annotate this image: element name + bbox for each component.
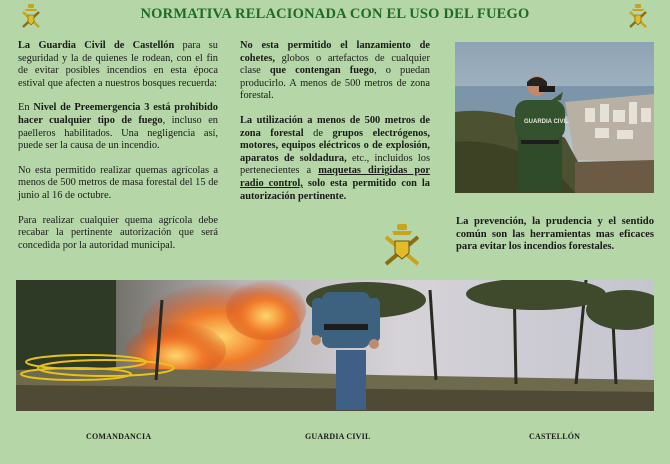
forest-fire-photo [16,280,654,411]
page-title: NORMATIVA RELACIONADA CON EL USO DEL FUEGO [140,6,530,22]
machinery-paragraph: La utilización a menos de 500 metros de zona forestal de grupos electrógenos, motores, equipos eléctricos o de explosión, aparatos de soldadura, etc., incluidos los pertenecientes a maquetas dirigidas por radio control, solo esta permitido con la autorización pertinente. [240,114,431,202]
prevention-message: La prevención, la prudencia y el sentido común son las herramientas mas eficaces para evitar los incendios forestales. [456,216,654,253]
officer-coast-photo [455,42,654,193]
guardia-civil-emblem-icon [382,222,422,266]
rockets-paragraph: No esta permitido el lanzamiento de cohetes, globos o artefactos de cualquier clase que contengan fuego, o puedan producirlo. A menos de 500 metros de zona forestal. [240,40,431,102]
footer-castellon: CASTELLÓN [529,432,581,441]
text-column-middle [240,40,430,215]
guardia-civil-emblem-icon [627,3,649,29]
intro-paragraph: La Guardia Civil de Castellón para su seguridad y la de quienes le rodean, con el fin de evitar posibles incendios en esta época estival que afecten a nuestros bosques recuerda: [18,40,218,89]
preemergency-paragraph: En Nivel de Preemergencia 3 está prohibido hacer cualquier tipo de fuego, incluso en paelleros habilitados. Una negligencia así, puede ser la causa de un incendio. [18,102,218,152]
footer-comandancia: COMANDANCIA [86,432,152,441]
agricultural-burn-paragraph: No esta permitido realizar quemas agrícolas a menos de 500 metros de masa forestal del 15 de junio al 16 de octubre. [18,164,218,201]
uniform-badge-text: GUARDIA CIVIL [524,119,569,125]
footer-guardia-civil: GUARDIA CIVIL [305,432,371,441]
guardia-civil-emblem-icon [20,3,42,29]
authorization-paragraph: Para realizar cualquier quema agrícola debe recabar la pertinente autorización que será concedida por la autoridad municipal. [18,214,218,251]
text-column-left [18,40,218,264]
